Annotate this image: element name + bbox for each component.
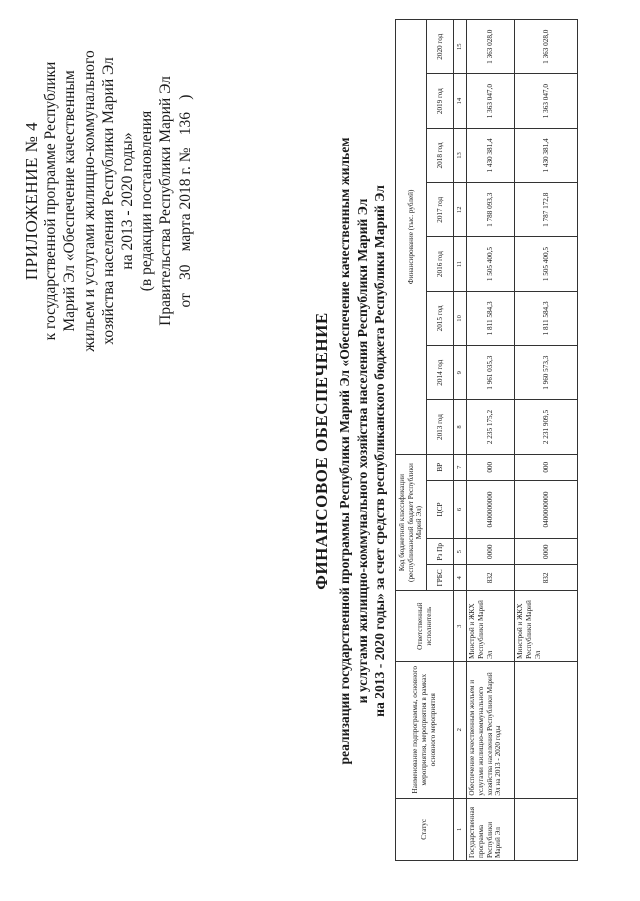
column-number: 4	[454, 565, 467, 591]
header-budget-code: Код бюджетной классификации (республиканский бюджет Республики Марий Эл)	[396, 454, 427, 591]
row-value-2019: 1 363 047,0	[467, 74, 515, 128]
appendix-line: на 2013 - 2020 годы»	[119, 132, 137, 270]
subtitle-line: на 2013 - 2020 годы» за счет средств республиканского бюджета Республики Марий Эл	[372, 185, 387, 717]
row-value-2019: 1 363 047,0	[515, 74, 578, 128]
date-suffix: )	[176, 94, 194, 100]
column-number: 3	[454, 591, 467, 661]
row-value-2020: 1 363 028,0	[515, 20, 578, 74]
column-number: 11	[454, 237, 467, 291]
row-executor: Минстрой и ЖКХ Республики Марий Эл	[515, 591, 578, 661]
header-year-2020: 2020 год	[427, 20, 454, 74]
row-rzpr: 0000	[467, 539, 515, 565]
title-block	[312, 21, 389, 881]
appendix-line: Правительства Республики Марий Эл	[157, 76, 175, 326]
row-value-2017: 1 788 093,3	[467, 183, 515, 237]
header-year-2019: 2019 год	[427, 74, 454, 128]
table-row	[467, 20, 515, 861]
header-rzpr: Рз Пр	[427, 539, 454, 565]
row-status	[515, 798, 578, 860]
header-year-2018: 2018 год	[427, 128, 454, 182]
header-year-2017: 2017 год	[427, 183, 454, 237]
column-number: 13	[454, 128, 467, 182]
header-vr: ВР	[427, 454, 454, 480]
row-rzpr: 0000	[515, 539, 578, 565]
header-year-2015: 2015 год	[427, 291, 454, 345]
date-rest: марта 2018 г. №	[176, 147, 194, 252]
date-number: 136	[176, 111, 194, 136]
financing-table	[395, 19, 578, 861]
header-name: Наименование подпрограммы, основного мероприятия, мероприятия в рамках основного мероприятия	[396, 661, 454, 798]
row-name	[515, 661, 578, 798]
appendix-line: хозяйства населения Республики Марий Эл	[99, 57, 117, 345]
table-row	[515, 20, 578, 861]
column-number: 7	[454, 454, 467, 480]
header-grbs: ГРБС	[427, 565, 454, 591]
header-csr: ЦСР	[427, 480, 454, 538]
row-executor: Минстрой и ЖКХ Республики Марий Эл	[467, 591, 515, 661]
appendix-line: Марий Эл «Обеспечение качественным	[61, 70, 79, 332]
row-value-2015: 1 811 584,3	[515, 291, 578, 345]
row-value-2016: 1 505 400,5	[515, 237, 578, 291]
column-number-row	[454, 20, 467, 861]
column-number: 6	[454, 480, 467, 538]
date-prefix: от	[176, 293, 194, 308]
column-number: 15	[454, 20, 467, 74]
header-year-2016: 2016 год	[427, 237, 454, 291]
column-number: 12	[454, 183, 467, 237]
row-grbs: 832	[515, 565, 578, 591]
row-value-2020: 1 363 028,0	[467, 20, 515, 74]
appendix-line: жильем и услугами жилищно-коммунального	[80, 50, 98, 352]
column-number: 9	[454, 346, 467, 400]
row-name: Обеспечение качественным жильем и услугами жилищно-коммунального хозяйства населения Республики Марий Эл на 2013 - 2020 годы	[467, 661, 515, 798]
header-financing: Финансирование (тыс. рублей)	[396, 20, 427, 455]
header-executor: Ответственный исполнитель	[396, 591, 454, 661]
row-value-2016: 1 505 400,5	[467, 237, 515, 291]
row-value-2018: 1 430 381,4	[515, 128, 578, 182]
header-year-2013: 2013 год	[427, 400, 454, 454]
header-year-2014: 2014 год	[427, 346, 454, 400]
row-vr: 000	[515, 454, 578, 480]
row-value-2018: 1 430 381,4	[467, 128, 515, 182]
appendix-line: (в редакции постановления	[138, 110, 156, 292]
row-value-2013: 2 231 909,5	[515, 400, 578, 454]
appendix-title: ПРИЛОЖЕНИЕ № 4	[22, 121, 41, 281]
row-csr: 0400000000	[515, 480, 578, 538]
column-number: 1	[454, 798, 467, 860]
row-value-2013: 2 235 175,2	[467, 400, 515, 454]
header-status: Статус	[396, 798, 454, 860]
row-grbs: 832	[467, 565, 515, 591]
appendix-date-line	[176, 21, 195, 381]
appendix-line: к государственной программе Республики	[42, 61, 60, 341]
row-status: Государственная программа Республики Марий Эл	[467, 798, 515, 860]
appendix-block	[22, 21, 195, 381]
subtitle-line: и услугами жилищно-коммунального хозяйства населения Республики Марий Эл	[354, 198, 370, 704]
row-csr: 0400000000	[467, 480, 515, 538]
column-number: 8	[454, 400, 467, 454]
row-value-2017: 1 787 172,8	[515, 183, 578, 237]
header-row-group	[396, 20, 427, 861]
row-value-2014: 1 960 573,3	[515, 346, 578, 400]
row-vr: 000	[467, 454, 515, 480]
column-number: 14	[454, 74, 467, 128]
subtitle-line: реализации государственной программы Республики Марий Эл «Обеспечение качественным жильем	[337, 137, 352, 765]
column-number: 10	[454, 291, 467, 345]
column-number: 2	[454, 661, 467, 798]
column-number: 5	[454, 539, 467, 565]
date-day: 30	[176, 264, 194, 280]
document-title: ФИНАНСОВОЕ ОБЕСПЕЧЕНИЕ	[312, 312, 331, 590]
row-value-2015: 1 811 584,3	[467, 291, 515, 345]
row-value-2014: 1 961 035,3	[467, 346, 515, 400]
